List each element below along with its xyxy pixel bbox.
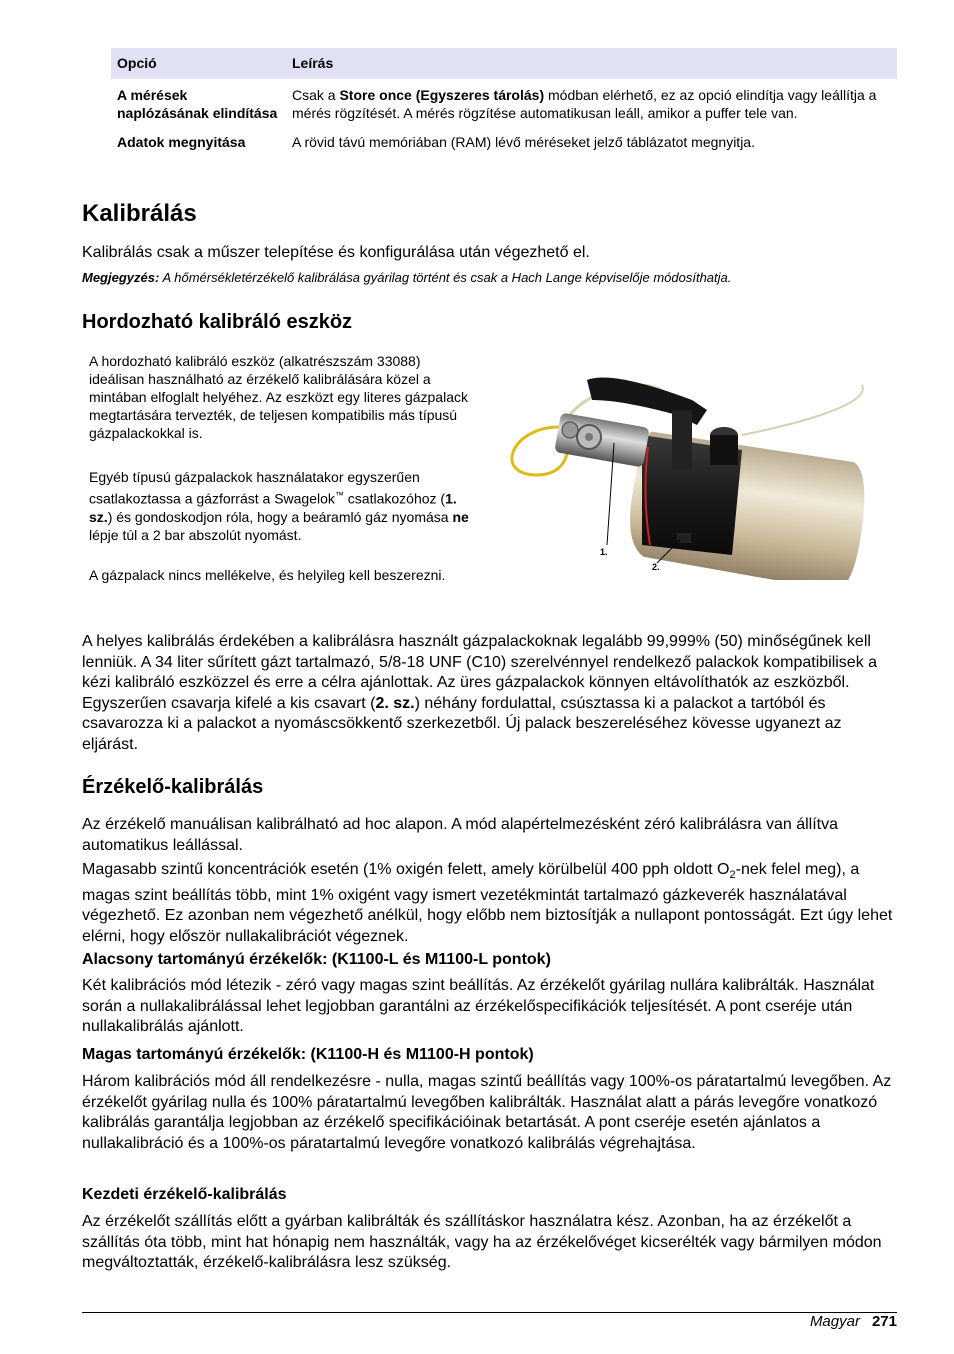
page-footer: [810, 1313, 897, 1330]
sensor-calibration-intro: Az érzékelő manuálisan kalibrálható ad hoc alapon. A mód alapértelmezésként zéró kalibrálásra van állítva automatikus leállással.: [82, 816, 838, 854]
text-span: lépje túl a 2 bar abszolút nyomást.: [89, 526, 302, 543]
footer-divider: [82, 1312, 897, 1313]
note-text: A hőmérsékletérzékelő kalibrálása gyárilag történt és csak a Hach Lange képviselője módosíthatja.: [159, 270, 732, 285]
gas-bottle-paragraph: [82, 632, 897, 755]
section-title-portable-calibrator: Hordozható kalibráló eszköz: [82, 311, 353, 333]
calibration-intro: Kalibrálás csak a műszer telepítése és konfigurálása után végezhető el.: [82, 244, 590, 261]
subsection-title-low-range: Alacsony tartományú érzékelők: (K1100-L és M1100-L pontok): [82, 951, 551, 968]
subscript: 2: [729, 869, 736, 882]
section-title-sensor-calibration: Érzékelő-kalibrálás: [82, 776, 264, 798]
text-span: A helyes kalibrálás érdekében a kalibrálásra használt gázpalackoknak legalább 99,999% (50) minőségűnek kell lenniük. A 34 liter sűrített gázt tartalmazó, 5/8-18 UNF (C10) szerelvénnyel rendelkező palackok kompatibilisek a kézi kalibráló eszközzel és erre a célra ajánlottak. Az üres gázpalackok könnyen eltávolíthatók az eszközből. Egyszerűen csavarja kifelé a kis csavart (: [82, 633, 878, 712]
table-row: [111, 126, 897, 155]
table-cell-description: A rövid távú memóriában (RAM) lévő méréseket jelző táblázatot megnyitja.: [292, 134, 755, 150]
trademark-symbol: ™: [334, 490, 344, 500]
text-span: Magasabb szintű koncentrációk esetén (1% oxigén felett, amely körülbelül 400 pph oldott O: [82, 861, 730, 878]
table-cell-option: A mérések naplózásának elindítása: [117, 87, 278, 121]
table-cell-description: [286, 79, 897, 126]
calibrator-description: A hordozható kalibráló eszköz (alkatrészszám 33088) ideálisan használható az érzékelő kalibrálására közel a mintában elfoglalt helyéhez. Az eszközt egy literes gázpalack megtartására tervezték, de teljesen kompatibilis más típusú gázpalackokkal is.: [89, 353, 468, 441]
footer-language: Magyar: [809, 1313, 860, 1330]
note-label: Megjegyzés:: [82, 270, 160, 285]
initial-calibration-text: Az érzékelőt szállítás előtt a gyárban kalibrálták és szállításkor használatra kész. Azonban, ha az érzékelőt a szállítás óta több, mint hat hónapig nem használták, vagy ha az érzékelővéget kicserélték vagy bármilyen módon megváltoztatták, érzékelő-kalibrálásra lesz szükség.: [82, 1213, 882, 1271]
text-span: ) és gondoskodjon róla, hogy a beáramló gáz nyomása: [107, 508, 453, 525]
text-span: Egyéb típusú gázpalackok használatakor egyszerűen csatlakoztassa a gázforrást a Swagelok: [89, 469, 420, 507]
table-header-option: Opció: [111, 48, 286, 79]
desc-text: módban elérhető, ez az opció elindítja vagy leállítja a mérés rögzítését. A mérés rögzítése automatikusan leáll, amikor a puffer tele van.: [292, 87, 877, 121]
page-number: 271: [871, 1313, 897, 1330]
callout-2: 2.: [652, 562, 660, 572]
subsection-title-high-range: Magas tartományú érzékelők: (K1100-H és M1100-H pontok): [82, 1046, 534, 1063]
text-span: csatlakozóhoz (: [343, 490, 446, 507]
calibrator-device-image: [492, 365, 876, 580]
high-level-concentration-paragraph: [82, 860, 897, 947]
calibration-note: [82, 270, 731, 285]
low-range-text: Két kalibrációs mód létezik - zéró vagy magas szint beállítás. Az érzékelőt gyárilag nullára kalibrálták. Használat során a nullakalibrálással lehet legjobban garantálni az érzékelőspecifikációk teljesítését. A pont cseréje után nullakalibrálás ajánlott.: [82, 977, 875, 1035]
text-span: ) néhány fordulattal, csúsztassa ki a palackot a tartóból és csavarozza ki a palackot a nyomáscsökkentő szerkezetből. Új palack beszereléséhez kövesse ugyanezt az eljárást.: [82, 694, 842, 753]
text-span: -nek felel meg), a magas szint beállítás több, mint 1% oxigént vagy ismert vezetékmintát tartalmazó gázkeverék használatával végezhető. Ez azonban nem végezhető anélkül, hogy előbb nem biztosítják a nullapont pontosságát. Ezt úgy lehet elérni, hogy először nullakalibrációt végeznek.: [82, 861, 893, 945]
bold-ref: 2. sz.: [375, 694, 415, 712]
section-title-calibration: Kalibrálás: [82, 200, 197, 227]
high-range-text: Három kalibrációs mód áll rendelkezésre - nulla, magas szintű beállítás vagy 100%-os páratartalmú levegőben. Az érzékelőt gyárilag nulla és 100% páratartalmú levegőben kalibrálták. Használat alatt a párás levegőre vonatkozó kalibrálás garantálja legjobban az érzékelő specifikációinak betartását. A pont cseréje esetén ajánlatos a nullakalibráció és a 100%-os páratartalmú levegőre vonatkozó kalibrálás végrehajtása.: [82, 1073, 892, 1152]
desc-bold-term: Store once (Egyszeres tárolás): [339, 87, 545, 103]
table-header-description: Leírás: [286, 48, 897, 79]
callout-1: 1.: [600, 547, 608, 557]
options-table: [111, 48, 897, 155]
calibrator-gas-source: [89, 468, 469, 544]
table-cell-option: Adatok megnyitása: [117, 134, 246, 150]
subsection-title-initial-calibration: Kezdeti érzékelő-kalibrálás: [82, 1186, 287, 1203]
table-header-row: [111, 48, 897, 79]
bold-ref: 1. sz.: [89, 490, 457, 525]
table-row: [111, 79, 897, 126]
calibrator-bottle-note: A gázpalack nincs mellékelve, és helyileg kell beszerezni.: [89, 567, 446, 583]
bold-word: ne: [452, 508, 469, 525]
desc-text: Csak a: [292, 87, 340, 103]
